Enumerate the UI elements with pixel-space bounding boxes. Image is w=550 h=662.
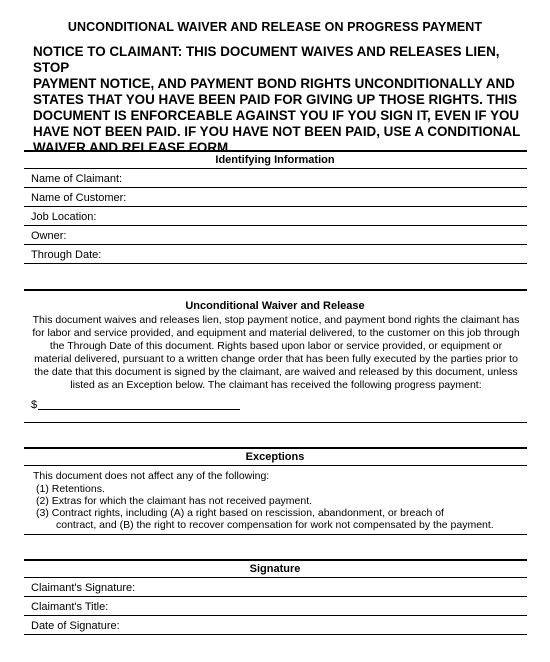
field-line [24,225,527,226]
exception-item-continuation: contract, and (B) the right to recover compensation for work not compensated by the payment. [56,519,494,531]
waiver-body [30,314,522,392]
section-divider [24,150,527,152]
signature-heading: Signature [249,563,301,575]
waiver-line: the Through Date of this document. Rights based upon labor or service provided, or equipment or [49,340,503,352]
notice-line: PAYMENT NOTICE, AND PAYMENT BOND RIGHTS UNCONDITIONALLY AND [33,76,515,91]
field-line [24,615,527,616]
field-line [24,577,527,578]
section-divider [24,447,527,449]
waiver-heading: Unconditional Waiver and Release [185,300,365,312]
signature-date-field[interactable]: Date of Signature: [31,620,120,632]
field-line [24,634,527,635]
section-divider [24,465,527,466]
notice-to-claimant [33,44,523,156]
exceptions-intro: This document does not affect any of the following: [33,470,270,482]
payment-amount-field[interactable] [38,409,240,410]
waiver-line: material delivered, pursuant to a written change order that has been fully executed by the parties prior to [34,353,518,365]
section-divider [24,422,527,423]
through-date-field[interactable]: Through Date: [31,249,102,261]
notice-line: DOCUMENT IS ENFORCEABLE AGAINST YOU IF YOU SIGN IT, EVEN IF YOU [33,108,520,123]
exception-item: (3) Contract rights, including (A) a right based on rescission, abandonment, or breach of [36,507,444,519]
notice-line: STATES THAT YOU HAVE BEEN PAID FOR GIVING UP THOSE RIGHTS. THIS [33,92,518,107]
field-line [24,244,527,245]
exception-item: (2) Extras for which the claimant has not received payment. [36,495,313,507]
notice-line: HAVE NOT BEEN PAID. IF YOU HAVE NOT BEEN PAID, USE A CONDITIONAL [33,124,521,139]
notice-line: WAIVER AND RELEASE FORM. [33,140,232,155]
document-title: UNCONDITIONAL WAIVER AND RELEASE ON PROGRESS PAYMENT [67,20,483,34]
waiver-line: the date that this document is signed by the claimant, are waived and released by this document, unless [34,366,518,378]
section-divider [24,559,527,561]
claimant-title-field[interactable]: Claimant's Title: [31,601,109,613]
notice-line: NOTICE TO CLAIMANT: THIS DOCUMENT WAIVES AND RELEASES LIEN, STOP [33,44,500,75]
identifying-heading: Identifying Information [215,154,335,166]
section-divider [24,289,527,291]
owner-field[interactable]: Owner: [31,230,67,242]
field-line [24,596,527,597]
waiver-line: This document waives and releases lien, stop payment notice, and payment bond rights the claimant has [32,314,520,326]
waiver-line: listed as an Exception below. The claimant has received the following progress payment: [70,379,482,391]
field-line [24,206,527,207]
field-line [24,187,527,188]
waiver-line: for labor and service provided, and equipment and material delivered, to the customer on this job through [32,327,520,339]
section-divider [24,534,527,535]
exception-item: (1) Retentions. [36,483,105,495]
claimant-signature-field[interactable]: Claimant's Signature: [31,582,136,594]
exceptions-heading: Exceptions [245,451,305,463]
job-location-field[interactable]: Job Location: [31,211,97,223]
dollar-sign: $ [31,399,38,411]
field-line [24,263,527,264]
claimant-name-field[interactable]: Name of Claimant: [31,173,123,185]
field-line [24,168,527,169]
customer-name-field[interactable]: Name of Customer: [31,192,127,204]
